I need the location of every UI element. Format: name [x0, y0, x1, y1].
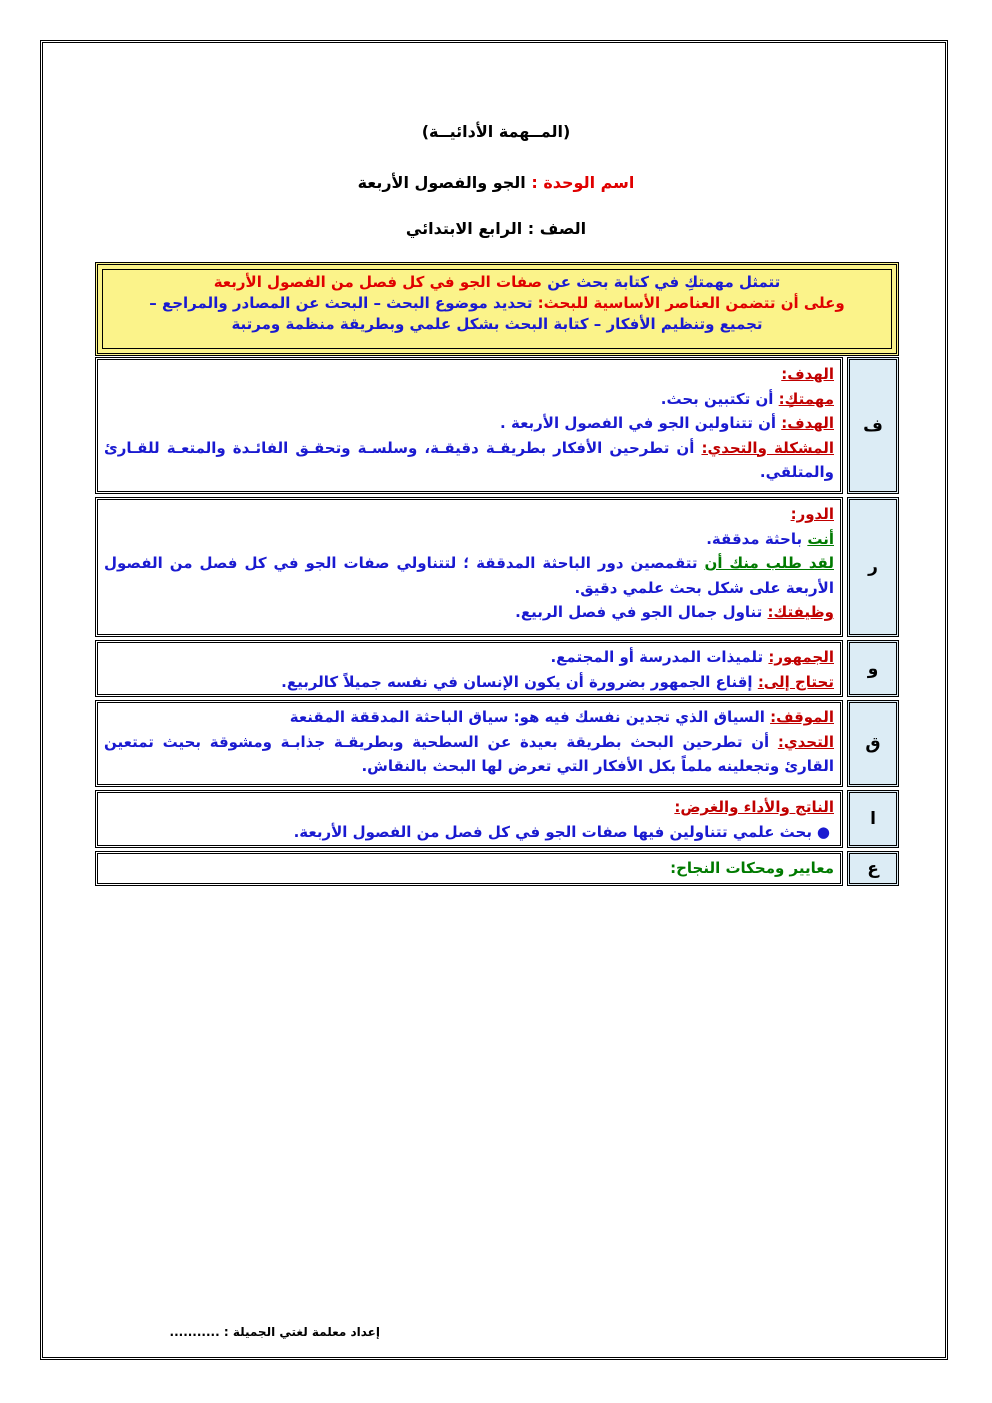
- audience-row: [95, 640, 899, 697]
- footer-credit: [140, 1325, 380, 1339]
- role-line-1: [104, 527, 834, 552]
- product-bullet: [104, 820, 834, 845]
- role-row: [95, 497, 899, 637]
- situation-letter: ق: [847, 700, 899, 787]
- grade-line: [60, 219, 932, 238]
- intro-box: [95, 262, 899, 356]
- situation-line-2-label: التحدي:: [777, 732, 834, 751]
- goal-content: [95, 357, 843, 494]
- product-heading: الناتج والأداء والغرض:: [674, 798, 834, 816]
- audience-line-2-text: إقناع الجمهور بضرورة أن يكون الإنسان في نفسه جميلاً كالربيع.: [281, 672, 758, 691]
- role-line-3-label: وظيفتك:: [767, 603, 834, 621]
- situation-row: [95, 700, 899, 787]
- product-row: [95, 790, 899, 848]
- situation-line-2: [104, 730, 834, 779]
- unit-line: [60, 173, 932, 192]
- situation-line-1-text: السياق الذي تجدين نفسك فيه هو: سياق الباحثة المدققة المقنعة: [289, 708, 771, 726]
- goal-heading: الهدف:: [781, 365, 834, 383]
- unit-value: الجو والفصول الأربعة: [357, 173, 532, 192]
- grade-value: الرابع الابتدائي: [405, 219, 528, 238]
- role-line-3-text: تناول جمال الجو في فصل الربيع.: [515, 603, 768, 621]
- situation-line-2-text: أن تطرحين البحث بطريقة بعيدة عن السطحية وبطريقـة جذابـة ومشوقة بحيث تمتعين القارئ وتجعلينه ملماً بكل الأفكار التي تعرض لها البحث بالنقاش.: [104, 732, 834, 775]
- criteria-row: [95, 851, 899, 886]
- grade-label: الصف :: [527, 219, 587, 238]
- product-letter: ا: [847, 790, 899, 848]
- criteria-letter: ع: [847, 851, 899, 886]
- goal-line-2: [104, 411, 834, 436]
- role-letter: ر: [847, 497, 899, 637]
- goal-line-2-text: أن تتناولين الجو في الفصول الأربعة .: [500, 414, 782, 432]
- intro-line-1a: تتمثل مهمتكِ في كتابة بحث عن: [542, 273, 781, 291]
- goal-line-1-label: مهمتكِ:: [778, 389, 834, 408]
- bullet-icon: ●: [816, 822, 830, 841]
- audience-line-1-text: تلميذات المدرسة أو المجتمع.: [550, 648, 769, 666]
- situation-line-1-label: الموقف:: [770, 708, 834, 726]
- audience-line-2: [104, 670, 834, 695]
- intro-line-3: تجميع وتنظيم الأفكار – كتابة البحث بشكل علمي وبطريقة منظمة ومرتبة: [231, 315, 763, 333]
- role-line-3: [104, 600, 834, 625]
- goal-line-3-text: أن تطرحين الأفكار بطريقـة دقيقـة، وسلسـة وتحقـق الفائـدة والمتعـة للقـارئ والمتلقي.: [104, 438, 834, 481]
- goal-letter: ف: [847, 357, 899, 494]
- audience-line-1-label: الجمهور:: [768, 648, 834, 666]
- intro-line-2: [103, 293, 891, 314]
- situation-content: [95, 700, 843, 787]
- role-line-1-label: أنت: [807, 529, 834, 548]
- unit-label: اسم الوحدة :: [531, 173, 635, 192]
- goal-row: [95, 357, 899, 494]
- audience-line-1: [104, 645, 834, 670]
- audience-content: [95, 640, 843, 697]
- role-heading: الدور:: [790, 505, 834, 523]
- product-content: [95, 790, 843, 848]
- product-bullet-text: بحث علمي تتناولين فيها صفات الجو في كل فصل من الفصول الأربعة.: [293, 822, 812, 841]
- intro-line-2b: تحديد موضوع البحث – البحث عن المصادر والمراجع –: [149, 294, 533, 312]
- intro-line-1b: صفات الجو في كل فصل من الفصول الأربعة: [213, 273, 543, 291]
- intro-line-1: [103, 272, 891, 293]
- criteria-heading: معايير ومحكات النجاح:: [670, 859, 834, 877]
- goal-line-2-label: الهدف:: [781, 414, 834, 432]
- page-title: [60, 122, 932, 141]
- audience-letter: و: [847, 640, 899, 697]
- role-line-1-text: باحثة مدققة.: [706, 529, 808, 548]
- intro-line-2a: وعلى أن تتضمن العناصر الأساسية للبحث:: [532, 294, 845, 312]
- goal-line-1-text: أن تكتبين بحث.: [660, 389, 779, 408]
- goal-line-1: [104, 387, 834, 412]
- role-content: [95, 497, 843, 637]
- role-line-2-label: لقد طلب منك أن: [704, 554, 834, 572]
- role-line-2-text: تتقمصين دور الباحثة المدققة ؛ لتتناولي صفات الجو في كل فصل من الفصول الأربعة على شكل بحث علمي دقيق.: [104, 554, 834, 597]
- intro-text: [102, 269, 892, 349]
- audience-line-2-label: تحتاج إلى:: [757, 672, 834, 691]
- title-text: (المــهمة الأدائيــة): [421, 122, 571, 141]
- situation-line-1: [104, 705, 834, 730]
- goal-line-3-label: المشكلة والتحدي:: [701, 438, 835, 457]
- role-line-2: [104, 551, 834, 600]
- footer-text: إعداد معلمة لغتي الجميلة : ...........: [169, 1325, 380, 1339]
- goal-line-3: [104, 436, 834, 485]
- criteria-content: [95, 851, 843, 886]
